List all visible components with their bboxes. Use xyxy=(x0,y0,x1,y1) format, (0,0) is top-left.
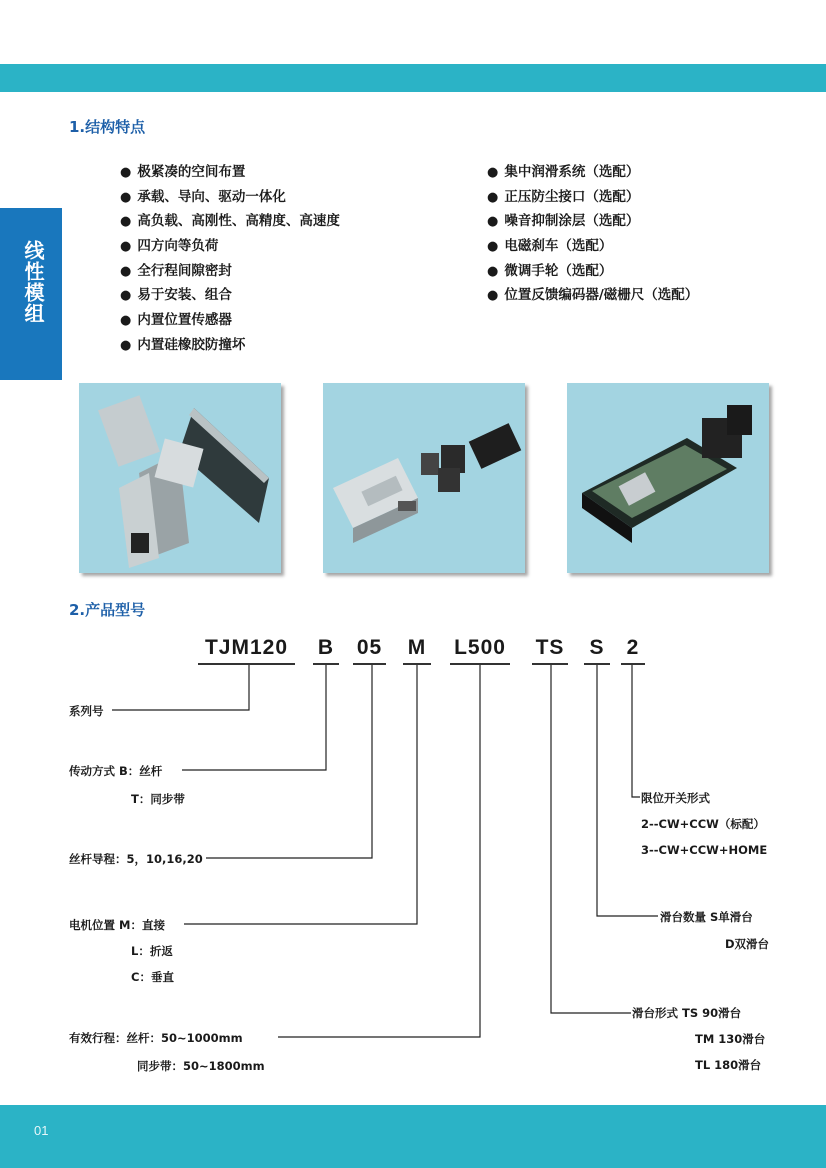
label-limit-2: 2--CW+CCW（标配） xyxy=(641,817,765,831)
section-title-model: 2.产品型号 xyxy=(69,601,146,619)
feature-item: ● 集中润滑系统（选配） xyxy=(487,160,698,185)
label-stroke-belt: 同步带：50~1800mm xyxy=(137,1059,265,1073)
feature-item: ● 易于安装、组合 xyxy=(120,283,340,308)
label-drive-belt: T：同步带 xyxy=(131,792,185,806)
label-slide-form-tl: TL 180滑台 xyxy=(695,1058,762,1072)
label-stroke-screw: 有效行程：丝杆：50~1000mm xyxy=(69,1031,243,1045)
label-lead: 丝杆导程：5，10,16,20 xyxy=(69,852,203,866)
label-series: 系列号 xyxy=(69,704,104,718)
label-motor-vertical: C：垂直 xyxy=(131,970,174,984)
feature-item: ● 四方向等负荷 xyxy=(120,234,340,259)
feature-item: ● 内置硅橡胶防撞坏 xyxy=(120,333,340,358)
code-slide-qty: S xyxy=(584,636,610,665)
feature-item: ● 高负载、高刚性、高精度、高速度 xyxy=(120,209,340,234)
side-tab-label: 线性模组 xyxy=(21,240,45,324)
code-lead: 05 xyxy=(353,636,386,665)
feature-item: ● 电磁刹车（选配） xyxy=(487,234,698,259)
code-limit: 2 xyxy=(621,636,645,665)
label-motor-fold: L：折返 xyxy=(131,944,173,958)
feature-item: ● 位置反馈编码器/磁栅尺（选配） xyxy=(487,283,698,308)
label-limit-3: 3--CW+CCW+HOME xyxy=(641,843,768,857)
footer-band xyxy=(0,1105,826,1168)
feature-item: ● 正压防尘接口（选配） xyxy=(487,185,698,210)
label-slide-form-ts: 滑台形式 TS 90滑台 xyxy=(632,1006,742,1020)
section-title-features: 1.结构特点 xyxy=(69,118,146,136)
feature-item: ● 极紧凑的空间布置 xyxy=(120,160,340,185)
feature-item: ● 内置位置传感器 xyxy=(120,308,340,333)
label-slide-qty-single: 滑台数量 S单滑台 xyxy=(660,910,753,924)
label-motor-direct: 电机位置 M：直接 xyxy=(69,918,165,932)
code-drive: B xyxy=(313,636,339,665)
code-series: TJM120 xyxy=(198,636,295,665)
code-stroke: L500 xyxy=(450,636,510,665)
label-slide-qty-double: D双滑台 xyxy=(725,937,770,951)
feature-item: ● 全行程间隙密封 xyxy=(120,259,340,284)
code-motor: M xyxy=(403,636,431,665)
label-slide-form-tm: TM 130滑台 xyxy=(695,1032,766,1046)
page-number: 01 xyxy=(34,1123,49,1138)
label-drive-screw: 传动方式 B：丝杆 xyxy=(69,764,163,778)
code-slide-form: TS xyxy=(532,636,568,665)
label-limit-title: 限位开关形式 xyxy=(641,791,710,805)
feature-item: ● 噪音抑制涂层（选配） xyxy=(487,209,698,234)
feature-item: ● 微调手轮（选配） xyxy=(487,259,698,284)
feature-item: ● 承载、导向、驱动一体化 xyxy=(120,185,340,210)
